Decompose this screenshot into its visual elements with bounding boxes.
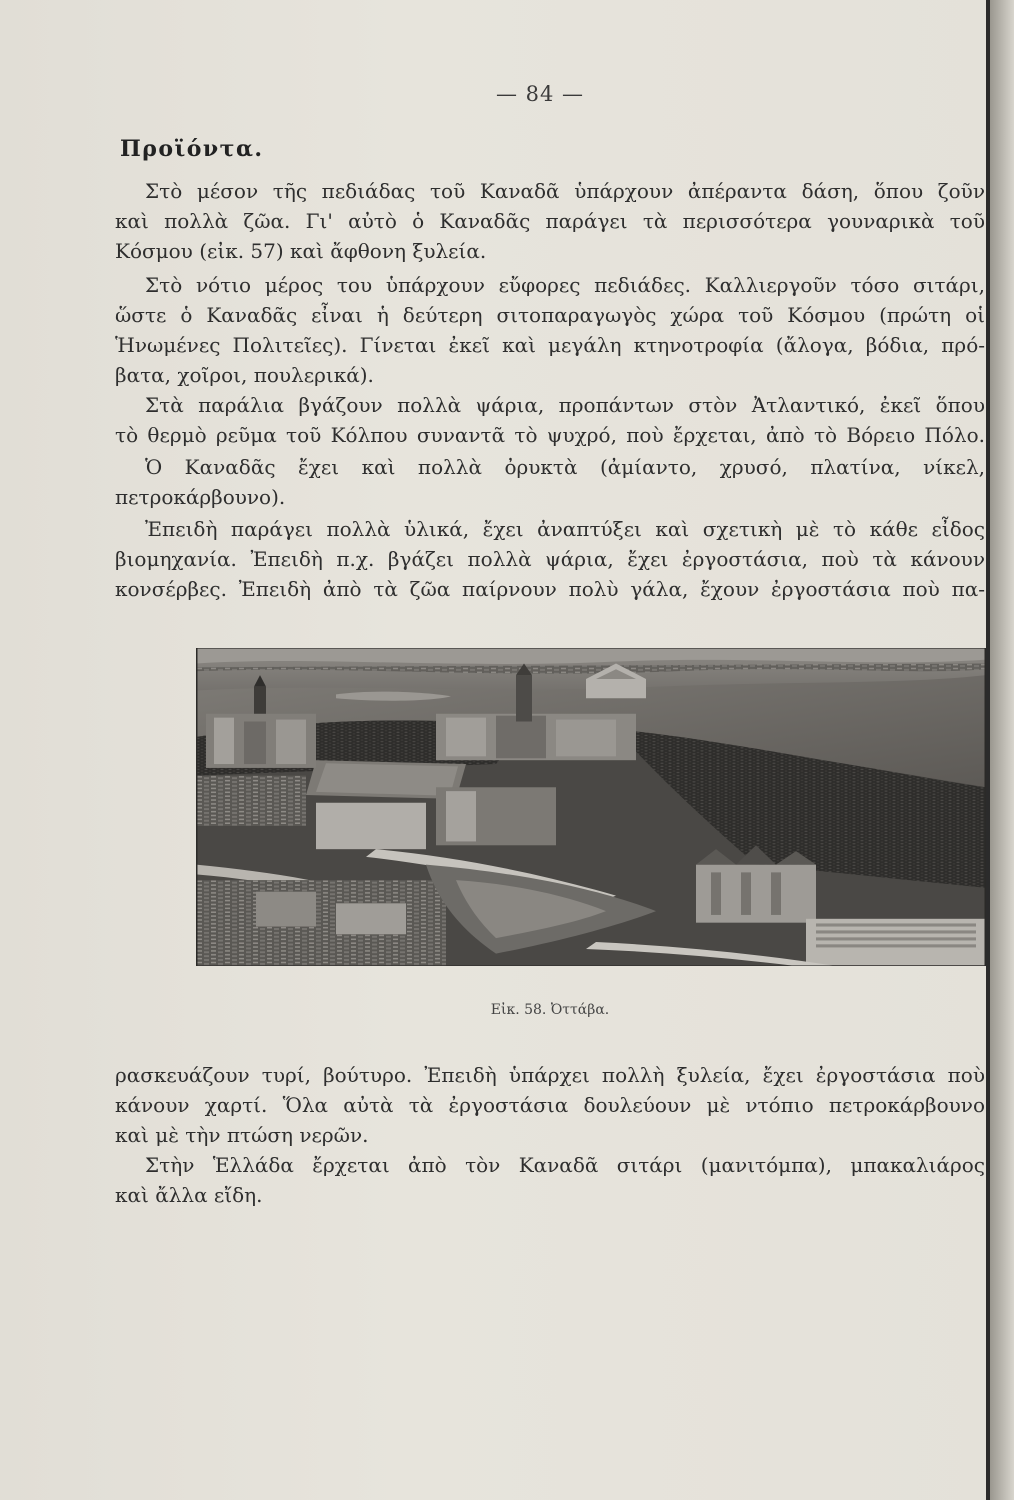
- text-line: Στὸ μέσον τῆς πεδιάδας τοῦ Καναδᾶ ὑπάρχουν ἀπέραντα δάση, ὅπου ζοῦν: [145, 179, 985, 203]
- text-line: Ὁ Καναδᾶς ἔχει καὶ πολλὰ ὀρυκτὰ (ἀμίαντο, χρυσό, πλατίνα, νίκελ,: [145, 455, 985, 479]
- ottawa-aerial-photo: [196, 648, 986, 966]
- text-line: ρασκευάζουν τυρί, βούτυρο. Ἐπειδὴ ὑπάρχει πολλὴ ξυλεία, ἔχει ἐργοστάσια ποὺ: [115, 1063, 985, 1087]
- text-line: ὥστε ὁ Καναδᾶς εἶναι ἡ δεύτερη σιτοπαραγωγὸς χώρα τοῦ Κόσμου (πρώτη οἱ: [115, 303, 985, 327]
- page-binding-shadow: [990, 0, 1014, 1500]
- text-line: τὸ θερμὸ ρεῦμα τοῦ Κόλπου συναντᾶ τὸ ψυχρό, ποὺ ἔρχεται, ἀπὸ τὸ Βόρειο Πόλο.: [115, 423, 985, 447]
- text-line: καὶ μὲ τὴν πτώση νερῶν.: [115, 1123, 369, 1147]
- text-line: Ἐπειδὴ παράγει πολλὰ ὑλικά, ἔχει ἀναπτύξει καὶ σχετικὴ μὲ τὸ κάθε εἶδος: [145, 517, 985, 541]
- text-line: κάνουν χαρτί. Ὅλα αὐτὰ τὰ ἐργοστάσια δουλεύουν μὲ ντόπιο πετροκάρβουνο: [115, 1093, 985, 1117]
- text-line: Στὰ παράλια βγάζουν πολλὰ ψάρια, προπάντων στὸν Ἀτλαντικό, ἐκεῖ ὅπου: [145, 393, 985, 417]
- page-number: — 84 —: [495, 82, 585, 106]
- paragraph-agriculture: [115, 270, 985, 390]
- paragraph-minerals: [115, 452, 985, 512]
- paragraph-industry: [115, 514, 985, 604]
- text-line: καὶ ἄλλα εἴδη.: [115, 1183, 263, 1207]
- text-line: Στὸ νότιο μέρος του ὑπάρχουν εὔφορες πεδιάδες. Καλλιεργοῦν τόσο σιτάρι,: [145, 273, 985, 297]
- text-line: Κόσμου (εἰκ. 57) καὶ ἄφθονη ξυλεία.: [115, 239, 487, 263]
- paragraph-dairy-paper: [115, 1060, 985, 1150]
- figure-caption-label: Εἰκ. 58. Ὀττάβα.: [490, 1002, 610, 1018]
- text-line: βατα, χοῖροι, πουλερικά).: [115, 363, 374, 387]
- section-heading: Προϊόντα.: [120, 136, 264, 162]
- text-line: κονσέρβες. Ἐπειδὴ ἀπὸ τὰ ζῶα παίρνουν πολὺ γάλα, ἔχουν ἐργοστάσια ποὺ πα-: [115, 577, 985, 601]
- text-line: βιομηχανία. Ἐπειδὴ π.χ. βγάζει πολλὰ ψάρια, ἔχει ἐργοστάσια, ποὺ τὰ κάνουν: [115, 547, 985, 571]
- text-line: καὶ πολλὰ ζῶα. Γι' αὐτὸ ὁ Καναδᾶς παράγει τὰ περισσότερα γουναρικὰ τοῦ: [115, 209, 985, 233]
- text-line: Στὴν Ἑλλάδα ἔρχεται ἀπὸ τὸν Καναδᾶ σιτάρι (μανιτόμπα), μπακαλιάρος: [145, 1153, 985, 1177]
- text-line: Ἡνωμένες Πολιτεῖες). Γίνεται ἐκεῖ καὶ μεγάλη κτηνοτροφία (ἄλογα, βόδια, πρό-: [115, 333, 985, 357]
- text-line: πετροκάρβουνο).: [115, 485, 286, 509]
- paragraph-forests: [115, 176, 985, 266]
- paragraph-exports-to-greece: [115, 1150, 985, 1210]
- paragraph-fishing: [115, 390, 985, 450]
